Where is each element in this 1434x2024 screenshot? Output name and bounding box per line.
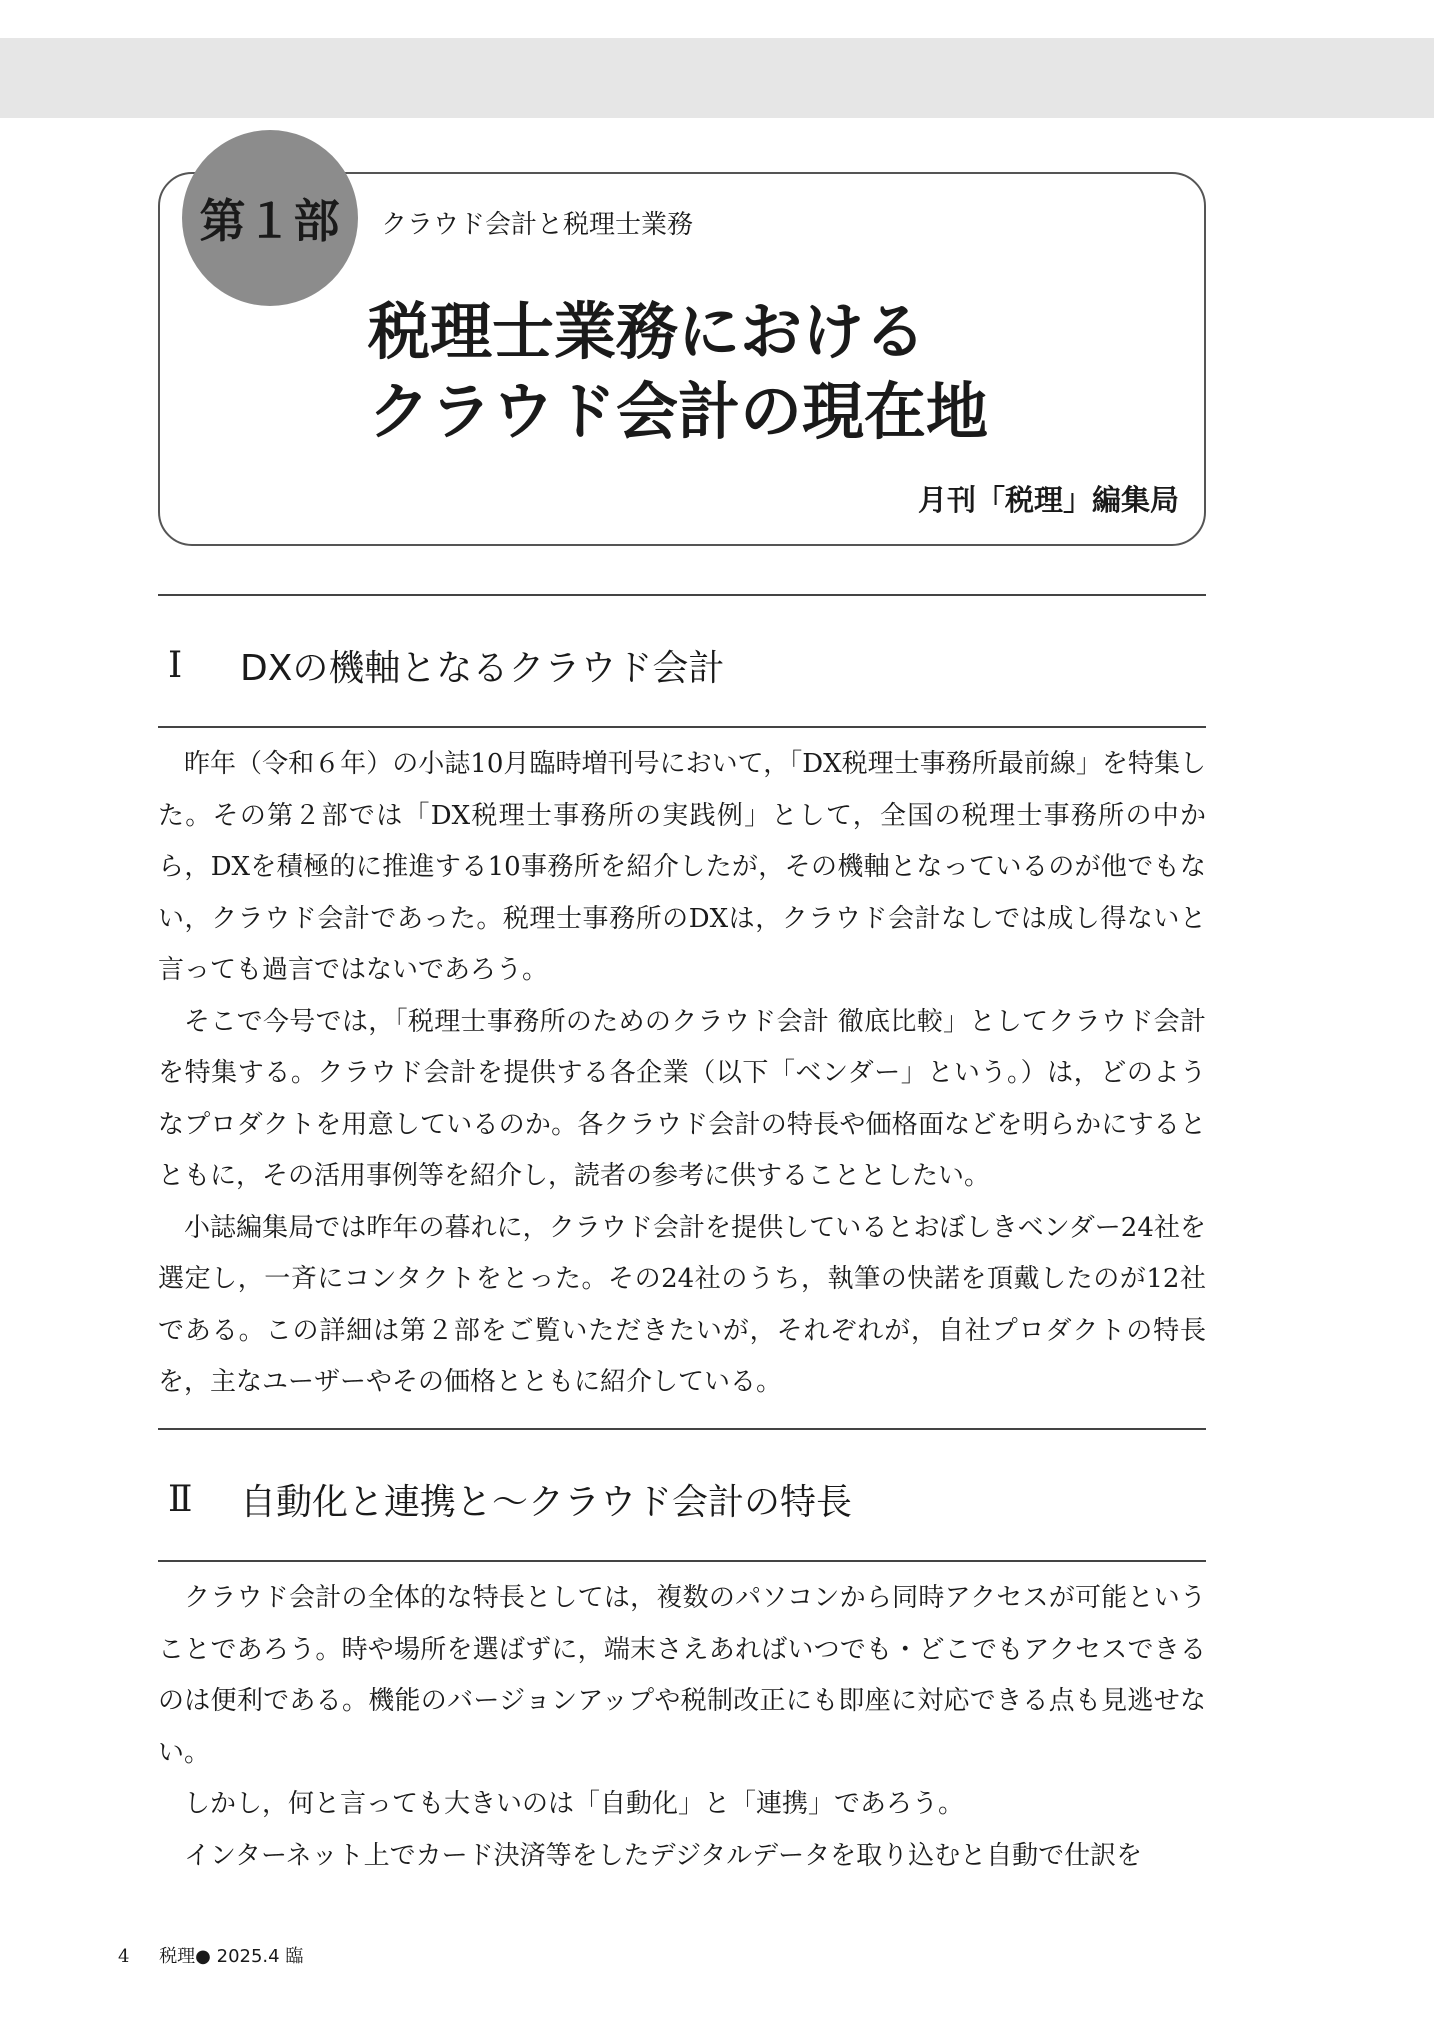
magazine-issue: 税理● 2025.4 臨 <box>159 1946 304 1967</box>
article-title-line1: 税理士業務における <box>368 295 927 368</box>
top-gray-band <box>0 38 1434 118</box>
section-number: Ⅱ <box>168 1479 193 1520</box>
section-number: Ⅰ <box>168 645 183 686</box>
section-rule-bottom <box>158 726 1206 728</box>
paragraph: そこで今号では，「税理士事務所のためのクラウド会計 徹底比較」としてクラウド会計を特集する。クラウド会計を提供する各企業（以下「ベンダー」という。）は，どのようなプロダクトを用意しているのか。各クラウド会計の特長や価格面などを明らかにするとともに，その活用事例等を紹介し，読者の参考に供することとしたい。 <box>158 1006 1206 1191</box>
author-byline: 月刊「税理」編集局 <box>917 483 1179 517</box>
page-number: 4 <box>118 1946 130 1967</box>
paragraph: しかし，何と言っても大きいのは「自動化」と「連携」であろう。 <box>184 1789 965 1819</box>
series-title: クラウド会計と税理士業務 <box>381 210 694 240</box>
article-title-line2: クラウド会計の現在地 <box>368 375 989 448</box>
section-title: 自動化と連携と～クラウド会計の特長 <box>240 1482 853 1523</box>
paragraph: インターネット上でカード決済等をしたデジタルデータを取り込むと自動で仕訳を <box>184 1840 1143 1871</box>
section-rule-bottom <box>158 1560 1206 1562</box>
section-rule-top <box>158 594 1206 596</box>
article-title <box>368 292 988 452</box>
part-label: 第１部 <box>199 194 341 248</box>
section-title: DXの機軸となるクラウド会計 <box>240 648 725 689</box>
part-badge <box>182 130 358 306</box>
paragraph: 小誌編集局では昨年の暮れに，クラウド会計を提供しているとおぼしきベンダー24社を選定し，一斉にコンタクトをとった。その24社のうち，執筆の快諾を頂戴したのが12社である。この詳細は第２部をご覧いただきたいが，それぞれが，自社プロダクトの特長を，主なユーザーやその価格とともに紹介している。 <box>158 1212 1206 1397</box>
paragraph: 昨年（令和６年）の小誌10月臨時増刊号において，「DX税理士事務所最前線」を特集した。その第２部では「DX税理士事務所の実践例」として，全国の税理士事務所の中から，DXを積極的に推進する10事務所を紹介したが，その機軸となっているのが他でもない，クラウド会計であった。税理士事務所のDXは，クラウド会計なしでは成し得ないと言っても過言ではないであろう。 <box>158 749 1206 985</box>
section-rule-top <box>158 1428 1206 1430</box>
page-footer <box>118 1942 303 1968</box>
section-heading <box>158 640 724 691</box>
paragraph: クラウド会計の全体的な特長としては，複数のパソコンから同時アクセスが可能ということであろう。時や場所を選ばずに，端末さえあればいつでも・どこでもアクセスできるのは便利である。機能のバージョンアップや税制改正にも即座に対応できる点も見逃せない。 <box>158 1583 1206 1768</box>
section-body <box>158 1573 1206 1882</box>
section-body <box>158 739 1206 1409</box>
section-heading <box>158 1474 852 1525</box>
